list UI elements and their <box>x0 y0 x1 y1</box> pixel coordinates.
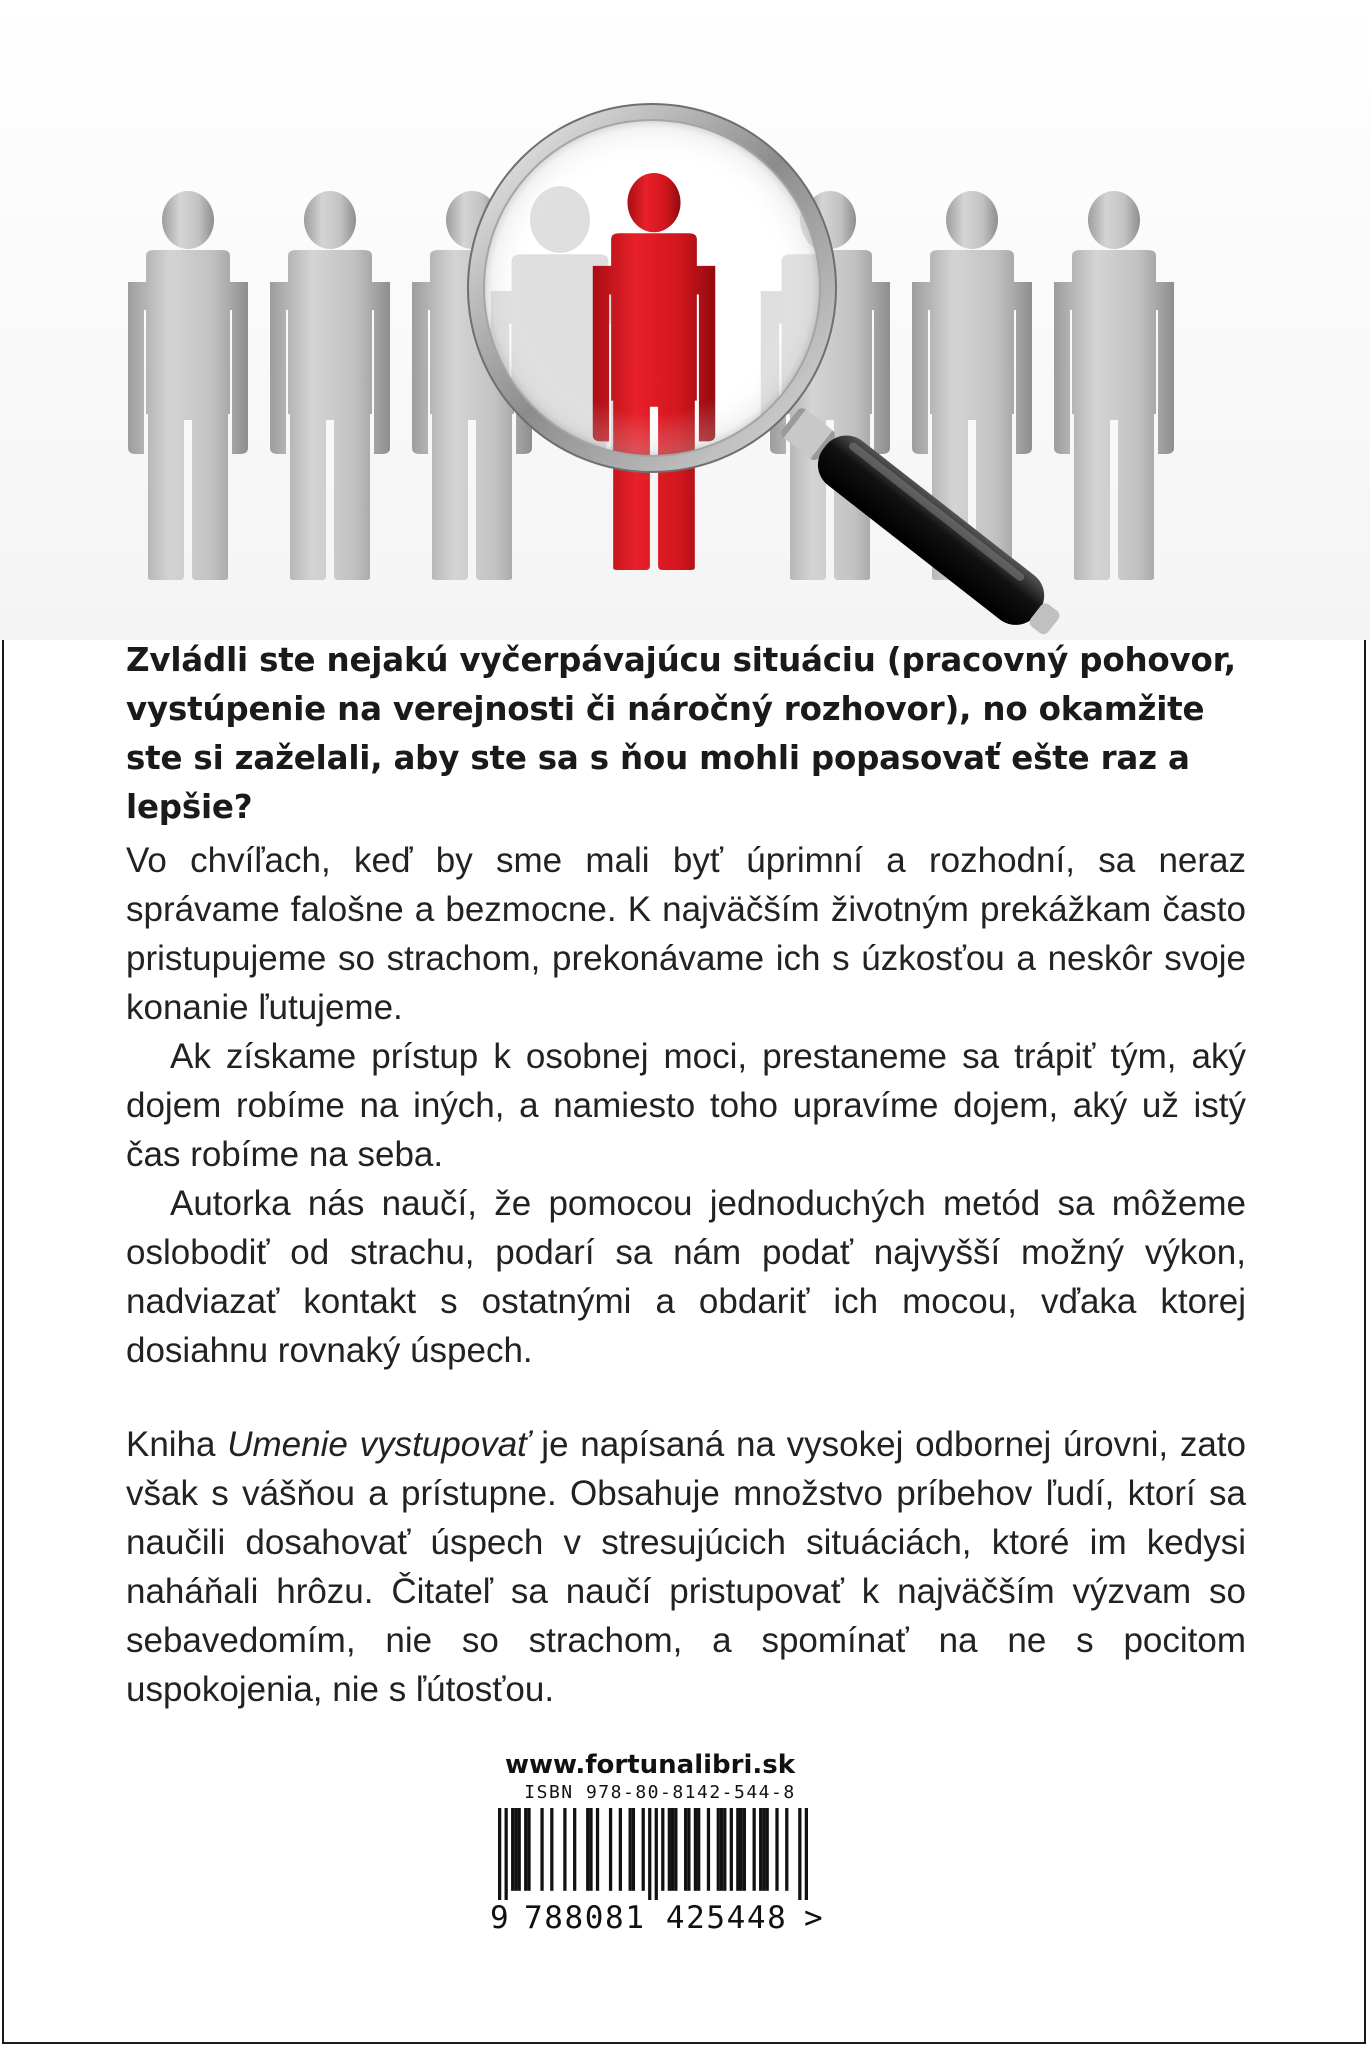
barcode-bar <box>498 1808 501 1900</box>
description-block-1 <box>126 836 1246 1375</box>
barcode-bar <box>589 1808 592 1891</box>
barcode-bar <box>514 1808 517 1891</box>
barcode-bar <box>723 1808 726 1891</box>
barcode-bar <box>697 1808 700 1891</box>
barcode-bar <box>775 1808 778 1891</box>
barcode-bar <box>550 1808 553 1891</box>
barcode-bar <box>540 1808 543 1891</box>
cover-illustration <box>0 0 1370 640</box>
barcode-bar <box>805 1808 808 1900</box>
barcode-bar <box>684 1808 687 1891</box>
barcode-bar <box>743 1808 746 1891</box>
barcode-arrow: > <box>804 1900 823 1936</box>
barcode-bar <box>629 1808 632 1891</box>
barcode-bar <box>632 1808 635 1891</box>
barcode-bar <box>694 1808 697 1891</box>
barcode-bar <box>573 1808 576 1891</box>
book-title: Umenie vystupovať <box>227 1425 530 1464</box>
barcode-bar <box>661 1808 664 1891</box>
barcode-bar <box>753 1808 756 1891</box>
barcode-bar <box>766 1808 769 1891</box>
barcode-bar <box>596 1808 599 1891</box>
barcode-first-digit: 9 <box>490 1900 509 1936</box>
barcode-number: 788081 425448 <box>524 1900 788 1936</box>
paragraph-4-lead: Kniha <box>126 1425 228 1464</box>
barcode-bar <box>524 1808 527 1891</box>
barcode-bar <box>720 1808 723 1891</box>
description-paragraph-2: Ak získame prístup k osobnej moci, prestaneme sa trápiť tým, aký dojem robíme na iných, a namiesto toho upravíme dojem, aký už istý čas robíme na seba. <box>126 1037 1246 1174</box>
description-paragraph-3: Autorka nás naučí, že pomocou jednoduchých metód sa môžeme oslobodiť od strachu, podarí sa nám podať najvyšší možný výkon, nadviazať kontakt s ostatnými a obdariť ich mocou, vďaka ktorej dosiahnu rovnaký úspech. <box>126 1184 1246 1370</box>
barcode-bar <box>759 1808 762 1891</box>
barcode-bar <box>671 1808 674 1891</box>
barcode-bar <box>518 1808 521 1891</box>
lead-paragraph: Zvládli ste nejakú vyčerpávajúcu situáciu (pracovný pohovor, vystúpenie na verejnosti či náročný rozhovor), no okamžite ste si zaželali, aby ste sa s ňou mohli popasovať ešte raz a lepšie? <box>126 641 1236 826</box>
barcode-bar <box>707 1808 710 1891</box>
barcode-bar <box>619 1808 622 1891</box>
barcode-bar <box>785 1808 788 1891</box>
barcode-bar <box>736 1808 739 1891</box>
barcode-bar <box>505 1808 508 1900</box>
description-paragraph-1: Vo chvíľach, keď by sme mali byť úprimní a rozhodní, sa neraz správame falošne a bezmocne. K najväčším životným prekážkam často pristupujeme so strachom, prekonávame ich s úzkosťou a neskôr svoje konanie ľutujeme. <box>126 841 1246 1027</box>
barcode-bar <box>730 1808 733 1891</box>
description-paragraph-4 <box>126 1420 1246 1714</box>
barcode-bar <box>511 1808 514 1891</box>
barcode-bar <box>798 1808 801 1900</box>
barcode-bar <box>642 1808 645 1891</box>
barcode-section <box>490 1750 860 1950</box>
barcode <box>498 1808 808 1900</box>
barcode-bar <box>527 1808 530 1891</box>
barcode-bar <box>609 1808 612 1891</box>
isbn-label: ISBN 978-80-8142-544-8 <box>524 1782 796 1803</box>
barcode-bar <box>674 1808 677 1891</box>
publisher-url[interactable]: www.fortunalibri.sk <box>504 1750 796 1780</box>
barcode-bar <box>586 1808 589 1891</box>
barcode-bar <box>668 1808 671 1891</box>
barcode-bar <box>655 1808 658 1900</box>
description-block-2 <box>126 1420 1246 1714</box>
barcode-bar <box>762 1808 765 1891</box>
barcode-bar <box>563 1808 566 1891</box>
barcode-bar <box>648 1808 651 1900</box>
paragraph-4-rest: je napísaná na vysokej odbornej úrovni, zato však s vášňou a prístupne. Obsahuje množstvo príbehov ľudí, ktorí sa naučili dosahovať úspech v stresujúcich situáciách, ktoré im kedysi naháňali hrôzu. Čitateľ sa naučí pristupovať k najväčším výzvam so sebavedomím, nie so strachom, a spomínať na ne s pocitom uspokojenia, nie s ľútosťou. <box>126 1425 1246 1709</box>
barcode-bar <box>739 1808 742 1891</box>
barcode-bar <box>687 1808 690 1891</box>
barcode-bar <box>717 1808 720 1891</box>
